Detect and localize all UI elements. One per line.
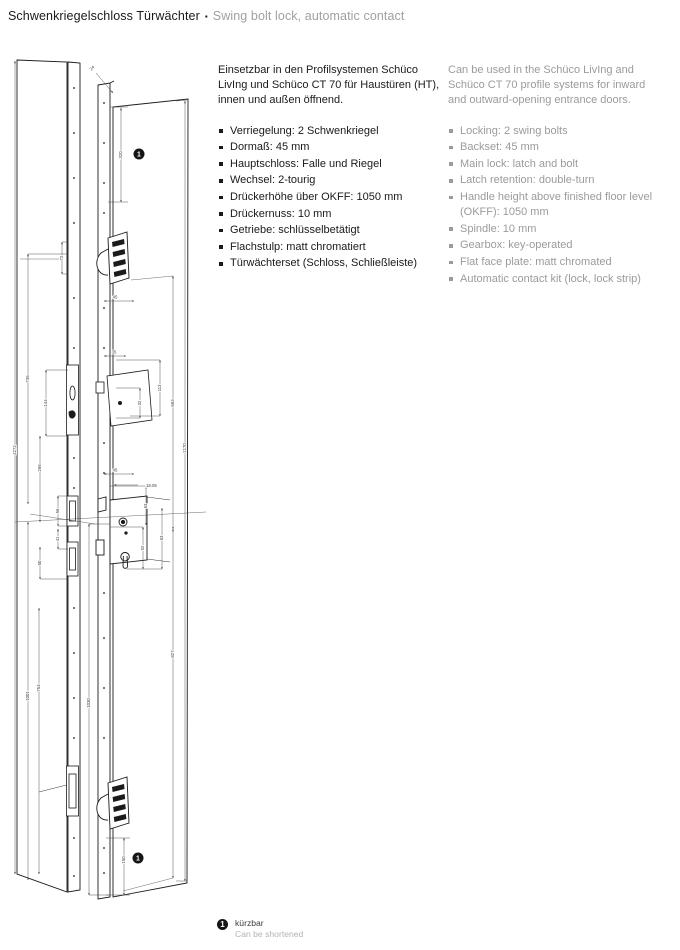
main-face-plate (98, 83, 110, 899)
dim-32: 32 (137, 400, 143, 406)
dim-1001: 1001 (25, 691, 31, 701)
intro-en: Can be used in the Schüco LivIng and Schüco CT 70 profile systems for inward and outward-opening entrance doors. (448, 64, 646, 107)
feature-de: Dormaß: 45 mm (218, 140, 440, 155)
callout-1-top: 1 (137, 151, 141, 159)
feature-en: Locking: 2 swing bolts (448, 124, 666, 139)
feature-list-en (448, 124, 666, 287)
page-title-en: Swing bolt lock, automatic contact (212, 9, 405, 23)
callout-1-bottom: 1 (136, 855, 140, 863)
dim-320: 320 (118, 151, 124, 159)
dim-63b: 63 (159, 535, 165, 541)
feature-en: Flat face plate: matt chromated (448, 255, 666, 270)
feature-de: Drückernuss: 10 mm (218, 207, 440, 222)
description-english (448, 63, 666, 288)
dim-150: 150 (121, 856, 127, 864)
page-title (8, 9, 404, 23)
dim-754: 754 (36, 684, 42, 692)
technical-drawing (10, 48, 210, 908)
dim-92: 92 (140, 545, 146, 551)
dim-18-05: 18.05 (146, 483, 157, 488)
dim-663: 663 (170, 399, 176, 407)
legend-label-de: kürzbar (235, 918, 264, 928)
dim-266: 266 (37, 464, 43, 472)
latch (98, 497, 106, 512)
dim-827: 827 (170, 650, 176, 658)
feature-en: Spindle: 10 mm (448, 222, 666, 237)
dim-1030: 1030 (86, 698, 92, 708)
feature-de: Verriegelung: 2 Schwenkriegel (218, 124, 440, 139)
feature-de: Drückerhöhe über OKFF: 1050 mm (218, 190, 440, 205)
feature-de: Getriebe: schlüsselbetätigt (218, 223, 440, 238)
feature-en: Automatic contact kit (lock, lock strip) (448, 272, 666, 287)
title-separator-square: ▪ (204, 11, 208, 21)
dim-144: 144 (43, 399, 49, 407)
drawing-legend (217, 918, 303, 940)
dim-736: 736 (25, 375, 31, 383)
intro-de: Einsetzbar in den Profilsystemen Schüco LivIng und Schüco CT 70 für Haustüren (HT), innen und außen öffnend. (218, 64, 440, 107)
dim-45-mid: 45 (112, 467, 118, 473)
dim-63a: 63 (143, 503, 149, 509)
feature-en: Handle height above finished floor level (OKFF): 1050 mm (448, 190, 666, 220)
feature-list-de (218, 124, 440, 272)
dim-56: 56 (55, 508, 61, 514)
feature-en: Backset: 45 mm (448, 140, 666, 155)
feature-de: Hauptschloss: Falle und Riegel (218, 157, 440, 172)
dim-72: 72 (59, 255, 65, 261)
dim-60: 60 (37, 560, 43, 566)
dim-45-top: 45 (112, 294, 118, 300)
legend-label-en: Can be shortened (235, 929, 304, 939)
feature-en: Latch retention: double-turn (448, 173, 666, 188)
lock-strips (17, 60, 188, 899)
right-panel (113, 99, 188, 897)
feature-de: Flachstulp: matt chromatiert (218, 240, 440, 255)
dim-113: 113 (157, 384, 163, 392)
dim-24: 24 (88, 64, 96, 72)
dim-35: 35 (111, 349, 117, 355)
feature-de: Wechsel: 2-tourig (218, 173, 440, 188)
dim-41: 41 (55, 536, 61, 542)
dim-2272: 2272 (12, 445, 18, 455)
feature-en: Gearbox: key-operated (448, 238, 666, 253)
feature-en: Main lock: latch and bolt (448, 157, 666, 172)
lock-drawing-svg (10, 48, 210, 908)
legend-callout-badge: 1 (217, 919, 228, 930)
feature-de: Türwächterset (Schloss, Schließleiste) (218, 256, 440, 271)
dim-2170: 2170 (182, 443, 188, 453)
page-title-de: Schwenkriegelschloss Türwächter (8, 9, 200, 23)
description-german (218, 63, 440, 273)
left-panel (17, 60, 67, 892)
